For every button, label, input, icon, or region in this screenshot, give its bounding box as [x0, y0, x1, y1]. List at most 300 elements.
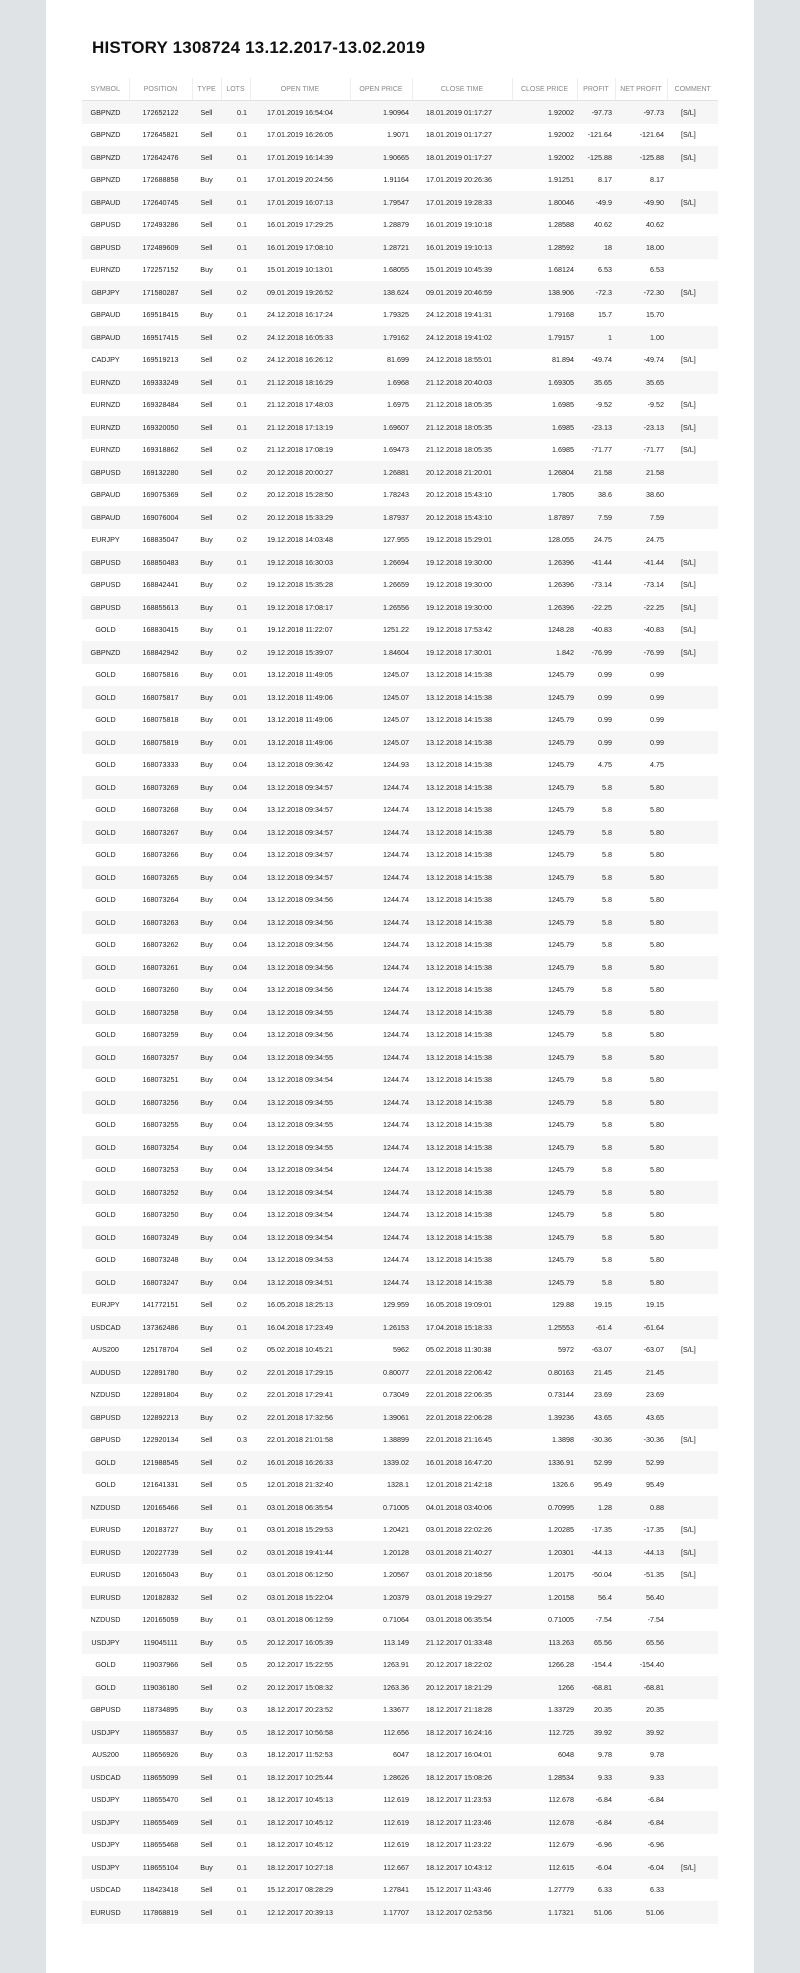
- comment-cell: [667, 1699, 718, 1722]
- open-price-cell: 1244.74: [383, 1165, 409, 1175]
- profit-cell: 5.8: [602, 940, 612, 950]
- type-cell: Sell: [200, 445, 213, 455]
- lots-cell: 0.1: [237, 1525, 247, 1535]
- lots-cell: 0.04: [233, 1030, 247, 1040]
- lots-cell: 0.2: [221, 1406, 250, 1429]
- close-time-cell: 13.12.2018 14:15:38: [412, 1136, 512, 1159]
- table-row: [82, 214, 718, 237]
- close-price-cell: 1245.79: [548, 805, 574, 815]
- table-row: [82, 439, 718, 462]
- lots-cell: 0.1: [237, 1795, 247, 1805]
- profit-cell: 24.75: [594, 535, 612, 545]
- symbol-cell: EURJPY: [91, 1300, 120, 1310]
- position-cell: 168073261: [129, 956, 192, 979]
- open-price-cell: 1244.74: [350, 1181, 412, 1204]
- type-cell: Buy: [192, 686, 221, 709]
- symbol-cell: GOLD: [95, 1255, 116, 1265]
- comment-cell: [667, 506, 718, 529]
- net-profit-cell: 5.80: [615, 1091, 667, 1114]
- symbol-cell: AUDUSD: [82, 1361, 129, 1384]
- comment-cell: [667, 1136, 718, 1159]
- net-profit-cell: -22.25: [615, 596, 667, 619]
- table-row: [82, 1204, 718, 1227]
- lots-cell: 0.2: [221, 1586, 250, 1609]
- symbol-cell: GOLD: [82, 1091, 129, 1114]
- symbol-cell: GBPUSD: [82, 461, 129, 484]
- profit-cell: 0.99: [598, 670, 612, 680]
- comment-cell: [667, 1159, 718, 1182]
- table-row: [82, 866, 718, 889]
- position-cell: 120165043: [142, 1570, 179, 1580]
- open-time-cell: 22.01.2018 17:29:15: [250, 1361, 350, 1384]
- table-row: [82, 281, 718, 304]
- open-time-cell: 13.12.2018 09:34:51: [250, 1271, 350, 1294]
- table-row: [82, 799, 718, 822]
- comment-cell: [S/L]: [667, 551, 718, 574]
- comment-cell: [667, 1384, 718, 1407]
- position-cell: 172642476: [129, 146, 192, 169]
- symbol-cell: GOLD: [82, 1046, 129, 1069]
- position-cell: 119036180: [129, 1676, 192, 1699]
- comment-cell: [667, 799, 718, 822]
- comment-cell: [667, 934, 718, 957]
- close-time-cell: 19.12.2018 19:30:00: [412, 596, 512, 619]
- position-cell: 168073260: [142, 985, 179, 995]
- position-cell: 172688858: [142, 175, 179, 185]
- type-cell: Buy: [192, 1001, 221, 1024]
- position-cell: 119037966: [142, 1660, 179, 1670]
- profit-cell: -154.4: [591, 1660, 612, 1670]
- position-cell: 118734895: [142, 1705, 179, 1715]
- open-time-cell: 19.12.2018 11:22:07: [267, 625, 333, 635]
- open-price-cell: 1244.74: [383, 985, 409, 995]
- net-profit-cell: 5.80: [650, 805, 664, 815]
- lots-cell: 0.5: [221, 1721, 250, 1744]
- profit-cell: 5.8: [602, 1165, 612, 1175]
- close-price-cell: 1.6985: [552, 400, 574, 410]
- close-price-cell: 1245.79: [512, 1091, 577, 1114]
- open-time-cell: 22.01.2018 21:01:58: [267, 1435, 333, 1445]
- symbol-cell: GBPAUD: [82, 191, 129, 214]
- net-profit-cell: 5.80: [615, 1046, 667, 1069]
- profit-cell: -72.3: [577, 281, 615, 304]
- profit-cell: 15.7: [598, 310, 612, 320]
- open-time-cell: 15.12.2017 08:28:29: [267, 1885, 333, 1895]
- table-row: [82, 1001, 718, 1024]
- position-cell: 169328484: [142, 400, 179, 410]
- close-time-cell: 24.12.2018 19:41:02: [412, 326, 512, 349]
- close-price-cell: 81.894: [552, 355, 574, 365]
- table-row: [82, 776, 718, 799]
- open-time-cell: 20.12.2017 15:08:32: [250, 1676, 350, 1699]
- open-price-cell: 1339.02: [350, 1451, 412, 1474]
- table-body: [82, 101, 718, 1924]
- symbol-cell: GBPUSD: [82, 551, 129, 574]
- position-cell: 122892213: [129, 1406, 192, 1429]
- open-price-cell: 1.69607: [350, 416, 412, 439]
- close-price-cell: 1.28588: [548, 220, 574, 230]
- table-row: [82, 1834, 718, 1857]
- lots-cell: 0.1: [237, 1570, 247, 1580]
- profit-cell: -7.54: [595, 1615, 612, 1625]
- profit-cell: 5.8: [577, 1181, 615, 1204]
- lots-cell: 0.2: [221, 1541, 250, 1564]
- close-time-cell: 24.12.2018 19:41:31: [426, 310, 492, 320]
- profit-cell: 5.8: [577, 1136, 615, 1159]
- type-cell: Buy: [200, 1210, 213, 1220]
- table-row: [82, 1294, 718, 1317]
- close-time-cell: 13.12.2018 14:15:38: [426, 805, 492, 815]
- lots-cell: 0.01: [221, 731, 250, 754]
- symbol-cell: EURUSD: [82, 1541, 129, 1564]
- open-time-cell: 13.12.2018 09:34:54: [267, 1210, 333, 1220]
- symbol-cell: GOLD: [95, 670, 116, 680]
- comment-cell: [667, 956, 718, 979]
- profit-cell: 5.8: [577, 1226, 615, 1249]
- open-time-cell: 13.12.2018 09:34:57: [250, 866, 350, 889]
- type-cell: Buy: [200, 535, 213, 545]
- type-cell: Sell: [192, 506, 221, 529]
- profit-cell: 52.99: [577, 1451, 615, 1474]
- symbol-cell: GOLD: [82, 776, 129, 799]
- profit-cell: -17.35: [591, 1525, 612, 1535]
- type-cell: Buy: [192, 1226, 221, 1249]
- close-price-cell: 1.92002: [512, 146, 577, 169]
- net-profit-cell: 21.45: [615, 1361, 667, 1384]
- lots-cell: 0.1: [237, 1885, 247, 1895]
- net-profit-cell: -154.40: [639, 1660, 664, 1670]
- symbol-cell: EURNZD: [82, 416, 129, 439]
- symbol-cell: GOLD: [82, 1271, 129, 1294]
- col-lots: LOTS: [221, 78, 250, 101]
- close-time-cell: 20.12.2018 15:43:10: [412, 506, 512, 529]
- table-row: [82, 1046, 718, 1069]
- close-time-cell: 13.12.2018 14:15:38: [426, 940, 492, 950]
- col-type: TYPE: [192, 78, 221, 101]
- profit-cell: 56.4: [577, 1586, 615, 1609]
- type-cell: Buy: [192, 866, 221, 889]
- open-time-cell: 20.12.2017 16:05:39: [250, 1631, 350, 1654]
- open-time-cell: 13.12.2018 09:34:53: [267, 1255, 333, 1265]
- open-time-cell: 03.01.2018 15:29:53: [267, 1525, 333, 1535]
- comment-cell: [667, 1654, 718, 1677]
- open-time-cell: 13.12.2018 11:49:06: [250, 686, 350, 709]
- comment-cell: [S/L]: [667, 101, 718, 124]
- table-row: [82, 191, 718, 214]
- open-price-cell: 1244.74: [350, 1136, 412, 1159]
- close-price-cell: 1.79168: [548, 310, 574, 320]
- close-time-cell: 13.12.2018 14:15:38: [426, 1255, 492, 1265]
- open-price-cell: 112.619: [383, 1840, 409, 1850]
- close-time-cell: 21.12.2018 18:05:35: [426, 445, 492, 455]
- close-price-cell: 1245.79: [548, 1030, 574, 1040]
- close-time-cell: 18.12.2017 16:24:16: [412, 1721, 512, 1744]
- position-cell: 120182832: [129, 1586, 192, 1609]
- symbol-cell: GOLD: [82, 1226, 129, 1249]
- close-price-cell: 1.25553: [512, 1316, 577, 1339]
- open-time-cell: 16.04.2018 17:23:49: [250, 1316, 350, 1339]
- open-time-cell: 15.01.2019 10:13:01: [267, 265, 333, 275]
- position-cell: 169320050: [129, 416, 192, 439]
- net-profit-cell: -63.07: [643, 1345, 664, 1355]
- type-cell: Sell: [192, 326, 221, 349]
- position-cell: 169333249: [129, 371, 192, 394]
- open-time-cell: 12.01.2018 21:32:40: [267, 1480, 333, 1490]
- position-cell: 169518415: [142, 310, 179, 320]
- close-price-cell: 1.28534: [512, 1766, 577, 1789]
- lots-cell: 0.1: [221, 1496, 250, 1519]
- close-time-cell: 13.12.2018 14:15:38: [426, 1030, 492, 1040]
- profit-cell: 40.62: [594, 220, 612, 230]
- type-cell: Buy: [200, 715, 213, 725]
- open-price-cell: 1263.36: [350, 1676, 412, 1699]
- net-profit-cell: 38.60: [646, 490, 664, 500]
- open-price-cell: 138.624: [350, 281, 412, 304]
- position-cell: 168075819: [129, 731, 192, 754]
- net-profit-cell: 8.17: [650, 175, 664, 185]
- open-price-cell: 1251.22: [383, 625, 409, 635]
- position-cell: 168073253: [142, 1165, 179, 1175]
- table-row: [82, 754, 718, 777]
- close-price-cell: 1245.79: [548, 760, 574, 770]
- position-cell: 118655837: [129, 1721, 192, 1744]
- net-profit-cell: -97.73: [615, 101, 667, 124]
- col-comment: COMMENT: [667, 78, 718, 101]
- lots-cell: 0.04: [221, 866, 250, 889]
- table-row: [82, 169, 718, 192]
- open-price-cell: 1.26153: [350, 1316, 412, 1339]
- type-cell: Buy: [192, 1316, 221, 1339]
- profit-cell: -121.64: [587, 130, 612, 140]
- net-profit-cell: 56.40: [615, 1586, 667, 1609]
- symbol-cell: GBPNZD: [82, 641, 129, 664]
- type-cell: Buy: [200, 805, 213, 815]
- close-price-cell: 1245.79: [512, 866, 577, 889]
- profit-cell: 0.99: [577, 686, 615, 709]
- comment-cell: [667, 1316, 718, 1339]
- position-cell: 168073251: [142, 1075, 179, 1085]
- close-price-cell: 0.70995: [512, 1496, 577, 1519]
- close-price-cell: 1.842: [512, 641, 577, 664]
- type-cell: Sell: [200, 1300, 213, 1310]
- symbol-cell: USDJPY: [91, 1840, 120, 1850]
- col-close-time: CLOSE TIME: [412, 78, 512, 101]
- table-header-row: [82, 78, 718, 101]
- comment-cell: [667, 1496, 718, 1519]
- open-time-cell: 13.12.2018 09:34:54: [250, 1181, 350, 1204]
- net-profit-cell: -17.35: [643, 1525, 664, 1535]
- net-profit-cell: -6.96: [647, 1840, 664, 1850]
- profit-cell: 43.65: [577, 1406, 615, 1429]
- position-cell: 168850483: [129, 551, 192, 574]
- profit-cell: 6.53: [598, 265, 612, 275]
- type-cell: Sell: [200, 355, 213, 365]
- symbol-cell: AUS200: [92, 1750, 119, 1760]
- comment-cell: [667, 1204, 718, 1227]
- type-cell: Buy: [192, 1181, 221, 1204]
- net-profit-cell: -44.13: [615, 1541, 667, 1564]
- position-cell: 121641331: [142, 1480, 179, 1490]
- symbol-cell: GBPNZD: [90, 175, 121, 185]
- comment-cell: [667, 1451, 718, 1474]
- comment-cell: [667, 709, 718, 732]
- close-price-cell: 1.79157: [512, 326, 577, 349]
- symbol-cell: AUS200: [92, 1345, 119, 1355]
- open-price-cell: 1.20379: [350, 1586, 412, 1609]
- lots-cell: 0.04: [221, 821, 250, 844]
- profit-cell: 5.8: [577, 776, 615, 799]
- close-price-cell: 6048: [558, 1750, 574, 1760]
- open-price-cell: 1244.93: [383, 760, 409, 770]
- lots-cell: 0.2: [221, 506, 250, 529]
- table-row: [82, 709, 718, 732]
- symbol-cell: GOLD: [82, 1676, 129, 1699]
- net-profit-cell: 5.80: [650, 1030, 664, 1040]
- open-price-cell: 1244.74: [350, 1226, 412, 1249]
- close-price-cell: 1.20301: [512, 1541, 577, 1564]
- close-time-cell: 13.12.2018 14:15:38: [426, 1120, 492, 1130]
- table-row: [82, 349, 718, 372]
- net-profit-cell: 5.80: [650, 850, 664, 860]
- symbol-cell: GBPAUD: [82, 326, 129, 349]
- open-time-cell: 13.12.2018 09:36:42: [267, 760, 333, 770]
- table-row: [82, 1609, 718, 1632]
- position-cell: 169517415: [129, 326, 192, 349]
- open-price-cell: 112.667: [350, 1856, 412, 1879]
- close-time-cell: 24.12.2018 18:55:01: [426, 355, 492, 365]
- profit-cell: 18: [577, 236, 615, 259]
- position-cell: 168073265: [129, 866, 192, 889]
- table-row: [82, 1654, 718, 1677]
- comment-cell: [667, 484, 718, 507]
- open-price-cell: 1.20421: [383, 1525, 409, 1535]
- table-row: [82, 641, 718, 664]
- lots-cell: 0.01: [221, 686, 250, 709]
- lots-cell: 0.04: [233, 1255, 247, 1265]
- profit-cell: -22.25: [577, 596, 615, 619]
- table-row: [82, 1249, 718, 1272]
- lots-cell: 0.2: [221, 281, 250, 304]
- open-price-cell: 1.26881: [350, 461, 412, 484]
- close-price-cell: 1.69305: [512, 371, 577, 394]
- profit-cell: 5.8: [577, 1091, 615, 1114]
- position-cell: 172257152: [142, 265, 179, 275]
- type-cell: Sell: [200, 1840, 213, 1850]
- close-price-cell: 1.20158: [512, 1586, 577, 1609]
- net-profit-cell: -6.04: [615, 1856, 667, 1879]
- type-cell: Buy: [192, 1406, 221, 1429]
- net-profit-cell: -7.54: [647, 1615, 664, 1625]
- table-row: [82, 844, 718, 867]
- close-time-cell: 15.01.2019 10:45:39: [426, 265, 492, 275]
- open-time-cell: 03.01.2018 06:12:59: [267, 1615, 333, 1625]
- type-cell: Sell: [200, 220, 213, 230]
- lots-cell: 0.1: [221, 1856, 250, 1879]
- open-time-cell: 13.12.2018 09:34:57: [267, 805, 333, 815]
- close-time-cell: 22.01.2018 22:06:42: [412, 1361, 512, 1384]
- comment-cell: [667, 1474, 718, 1497]
- net-profit-cell: 40.62: [646, 220, 664, 230]
- open-time-cell: 13.12.2018 09:34:56: [267, 895, 333, 905]
- profit-cell: 8.17: [598, 175, 612, 185]
- comment-cell: [667, 236, 718, 259]
- position-cell: 168073333: [142, 760, 179, 770]
- lots-cell: 0.04: [233, 760, 247, 770]
- table-row: [82, 1901, 718, 1924]
- symbol-cell: GOLD: [95, 1210, 116, 1220]
- open-time-cell: 18.12.2017 10:56:58: [250, 1721, 350, 1744]
- close-price-cell: 1245.79: [548, 940, 574, 950]
- table-row: [82, 529, 718, 552]
- table-row: [82, 574, 718, 597]
- position-cell: 168073259: [142, 1030, 179, 1040]
- symbol-cell: EURNZD: [90, 265, 121, 275]
- close-price-cell: 1245.79: [512, 911, 577, 934]
- open-price-cell: 1263.91: [383, 1660, 409, 1670]
- comment-cell: [667, 1676, 718, 1699]
- lots-cell: 0.2: [237, 1390, 247, 1400]
- type-cell: Sell: [200, 130, 213, 140]
- table-row: [82, 956, 718, 979]
- close-price-cell: 1.20175: [548, 1570, 574, 1580]
- open-time-cell: 19.12.2018 15:35:28: [267, 580, 333, 590]
- position-cell: 122891804: [142, 1390, 179, 1400]
- close-time-cell: 19.12.2018 19:30:00: [426, 580, 492, 590]
- symbol-cell: GBPUSD: [90, 580, 121, 590]
- profit-cell: 5.8: [602, 1075, 612, 1085]
- lots-cell: 0.2: [221, 461, 250, 484]
- open-time-cell: 20.12.2018 15:33:29: [250, 506, 350, 529]
- net-profit-cell: 24.75: [646, 535, 664, 545]
- comment-cell: [667, 1406, 718, 1429]
- lots-cell: 0.1: [221, 596, 250, 619]
- comment-cell: [667, 1879, 718, 1902]
- open-price-cell: 1244.74: [350, 776, 412, 799]
- position-cell: 118655468: [142, 1840, 179, 1850]
- open-time-cell: 19.12.2018 14:03:48: [267, 535, 333, 545]
- open-price-cell: 1244.74: [350, 1001, 412, 1024]
- open-time-cell: 13.12.2018 11:49:05: [267, 670, 333, 680]
- close-time-cell: 03.01.2018 19:29:27: [412, 1586, 512, 1609]
- profit-cell: -49.9: [577, 191, 615, 214]
- profit-cell: 6.33: [598, 1885, 612, 1895]
- comment-cell: [667, 371, 718, 394]
- position-cell: 168073267: [129, 821, 192, 844]
- profit-cell: 21.58: [577, 461, 615, 484]
- symbol-cell: EURUSD: [90, 1525, 121, 1535]
- open-time-cell: 13.12.2018 11:49:06: [250, 731, 350, 754]
- lots-cell: 0.2: [237, 1300, 247, 1310]
- open-price-cell: 1244.74: [350, 911, 412, 934]
- comment-cell: [667, 1271, 718, 1294]
- comment-cell: [667, 1181, 718, 1204]
- position-cell: 168073268: [142, 805, 179, 815]
- comment-cell: [667, 821, 718, 844]
- close-time-cell: 09.01.2019 20:46:59: [412, 281, 512, 304]
- open-price-cell: 1244.74: [350, 821, 412, 844]
- col-close-price: CLOSE PRICE: [512, 78, 577, 101]
- close-price-cell: 1245.79: [548, 1165, 574, 1175]
- profit-cell: -6.96: [595, 1840, 612, 1850]
- table-row: [82, 1586, 718, 1609]
- profit-cell: 35.65: [577, 371, 615, 394]
- table-row: [82, 1631, 718, 1654]
- col-open-time: OPEN TIME: [250, 78, 350, 101]
- profit-cell: 5.8: [577, 821, 615, 844]
- open-time-cell: 13.12.2018 11:49:06: [267, 715, 333, 725]
- table-row: [82, 1406, 718, 1429]
- open-price-cell: 1.79325: [383, 310, 409, 320]
